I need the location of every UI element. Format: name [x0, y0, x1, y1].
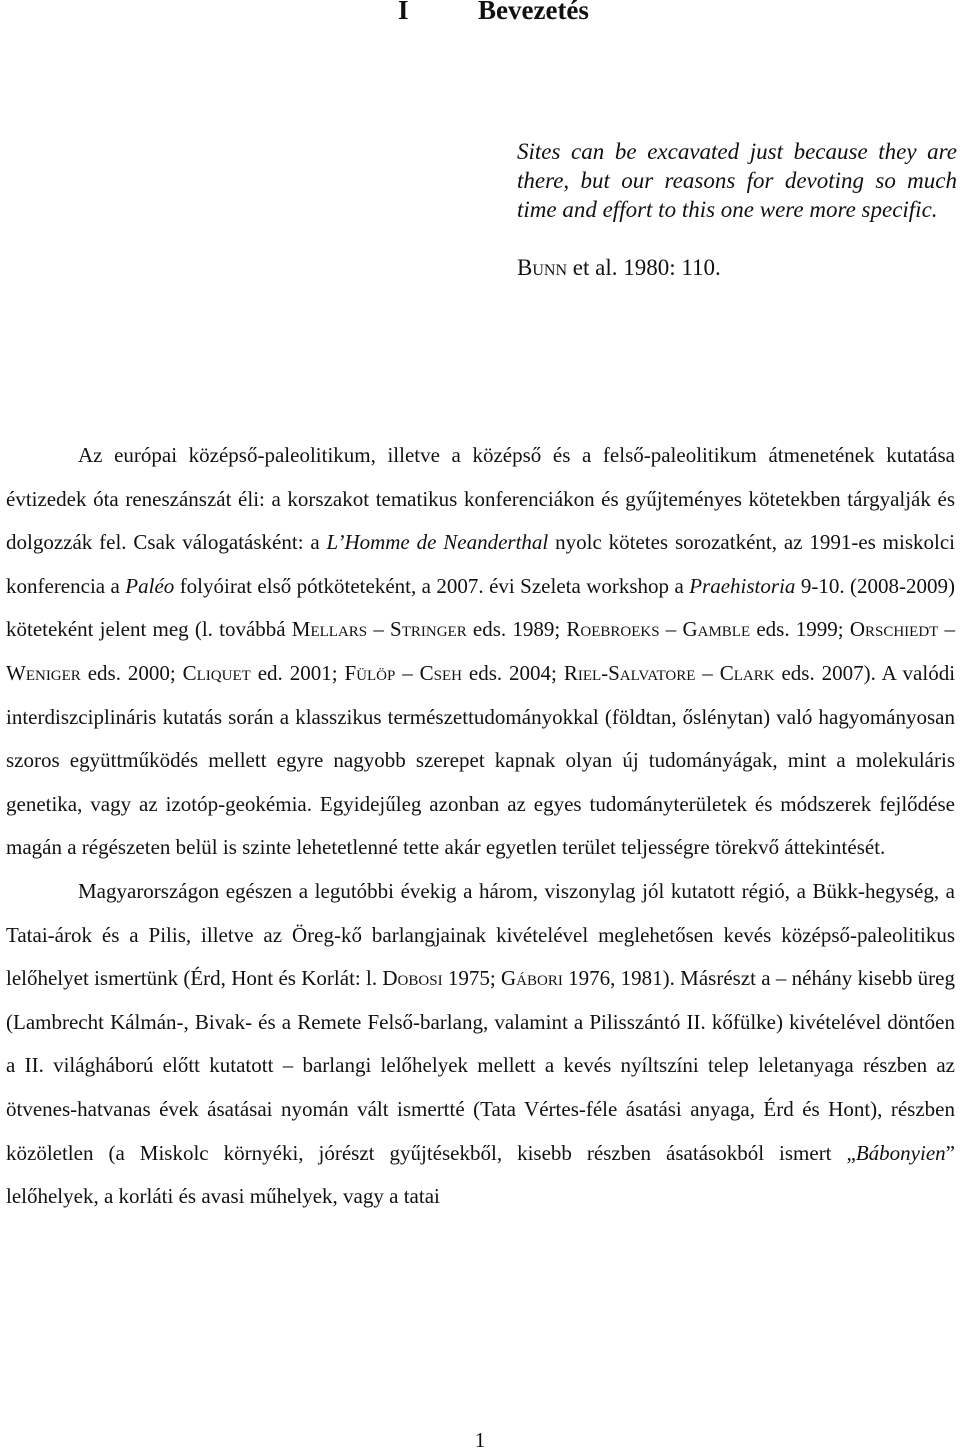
text-run: –: [395, 660, 420, 685]
text-run: eds. 1989;: [466, 617, 567, 642]
epigraph-citation-rest: et al. 1980: 110.: [567, 255, 721, 280]
text-run: eds. 2004;: [461, 660, 564, 685]
text-run: Magyarországon egészen a legutóbbi évekig a három, viszonylag jól kutatott régió, a Bükk-hegység, a Tatai-árok és a Pilis, illetve az Öreg-kő barlangjainak kivételével meglehetősen kevés középső-paleolitikus lelőhelyet ismertünk (Érd, Hont és Korlát: l.: [6, 878, 955, 991]
chapter-heading: [398, 0, 589, 30]
text-run: nyolc kötetes sorozatként, az 1991-es miskolci konferencia a: [6, 530, 955, 598]
chapter-number: I: [398, 0, 409, 25]
author-name: Cliquet: [182, 660, 251, 685]
italic-text: Bábonyien: [855, 1140, 946, 1165]
text-run: Az európai középső-paleolitikum, illetve a középső és a felső-paleolitikum átmenetének kutatása évtizedek óta reneszánszát éli: a korszakot tematikus konferenciákon és gyűjteményes kötetekben tárgyalják és dolgozzák fel. Csak válogatásként: a: [6, 443, 955, 555]
epigraph-citation-author: Bunn: [517, 255, 568, 280]
epigraph: [517, 137, 957, 282]
author-name: Fülöp: [344, 660, 396, 685]
author-name: Gábori: [500, 966, 563, 991]
author-name: Riel-Salvatore: [563, 660, 696, 685]
author-name: Mellars: [291, 617, 368, 642]
author-name: Dobosi: [382, 966, 443, 991]
italic-text: Praehistoria: [689, 573, 796, 598]
text-run: –: [938, 617, 956, 642]
body-paragraph: [6, 434, 955, 870]
author-name: Orschiedt: [849, 617, 939, 642]
body-paragraph: [6, 870, 955, 1219]
text-run: –: [695, 660, 720, 685]
text-run: 1975;: [442, 966, 501, 991]
text-run: –: [367, 617, 391, 642]
author-name: Roebroeks: [566, 617, 660, 642]
text-run: ed. 2001;: [250, 660, 345, 685]
author-name: Stringer: [390, 617, 467, 642]
author-name: Gamble: [682, 617, 751, 642]
author-name: Cseh: [419, 660, 462, 685]
epigraph-citation: [517, 253, 957, 282]
italic-text: L’Homme de Neanderthal: [326, 530, 549, 555]
text-run: eds. 2000;: [80, 660, 183, 685]
text-run: folyóirat első pótköteteként, a 2007. évi Szeleta workshop a: [174, 573, 690, 598]
text-run: –: [659, 617, 683, 642]
body-text: [6, 434, 955, 1219]
epigraph-quote: Sites can be excavated just because they are there, but our reasons for devoting so much time and effort to this one were more specific.: [517, 139, 957, 222]
author-name: Clark: [719, 660, 775, 685]
text-run: eds. 2007). A valódi interdiszciplináris kutatás során a klasszikus természettudományokkal (földtan, őslénytan) való hagyományosan szoros együttműködés mellett egyre nagyobb szerepet kapnak olyan új tudományágak, mint a molekuláris genetika, vagy az izotóp-geokémia. Egyidejűleg azonban az egyes tudományterületek és módszerek fejlődése magán a régészeten belül is szinte lehetetlenné tette akár egyetlen terület teljességre törekvő áttekintését.: [6, 660, 956, 860]
text-run: 9-10. (2008-2009) köteteként jelent meg (l. továbbá: [6, 573, 955, 642]
italic-text: Paléo: [125, 573, 175, 598]
author-name: Weniger: [6, 660, 81, 685]
text-run: ” lelőhelyek, a korláti és avasi műhelyek, vagy a tatai: [6, 1140, 955, 1209]
text-run: eds. 1999;: [750, 617, 850, 642]
text-run: 1976, 1981). Másrészt a – néhány kisebb üreg (Lambrecht Kálmán-, Bivak- és a Remete Felső-barlang, valamint a Pilisszántó II. kőfülke) kivételével döntően a II. világháború előtt kutatott – barlangi lelőhelyek mellett a kevés nyíltszíni telep leletanyaga részben az ötvenes-hatvanas évek ásatásai nyomán vált ismertté (Tata Vértes-féle ásatási anyaga, Érd és Hont), részben közöletlen (a Miskolc környéki, jórészt gyűjtésekből, kisebb részben ásatásokból ismert „: [6, 966, 955, 1165]
page-number: 1: [474, 1428, 486, 1452]
chapter-title: Bevezetés: [478, 0, 589, 25]
